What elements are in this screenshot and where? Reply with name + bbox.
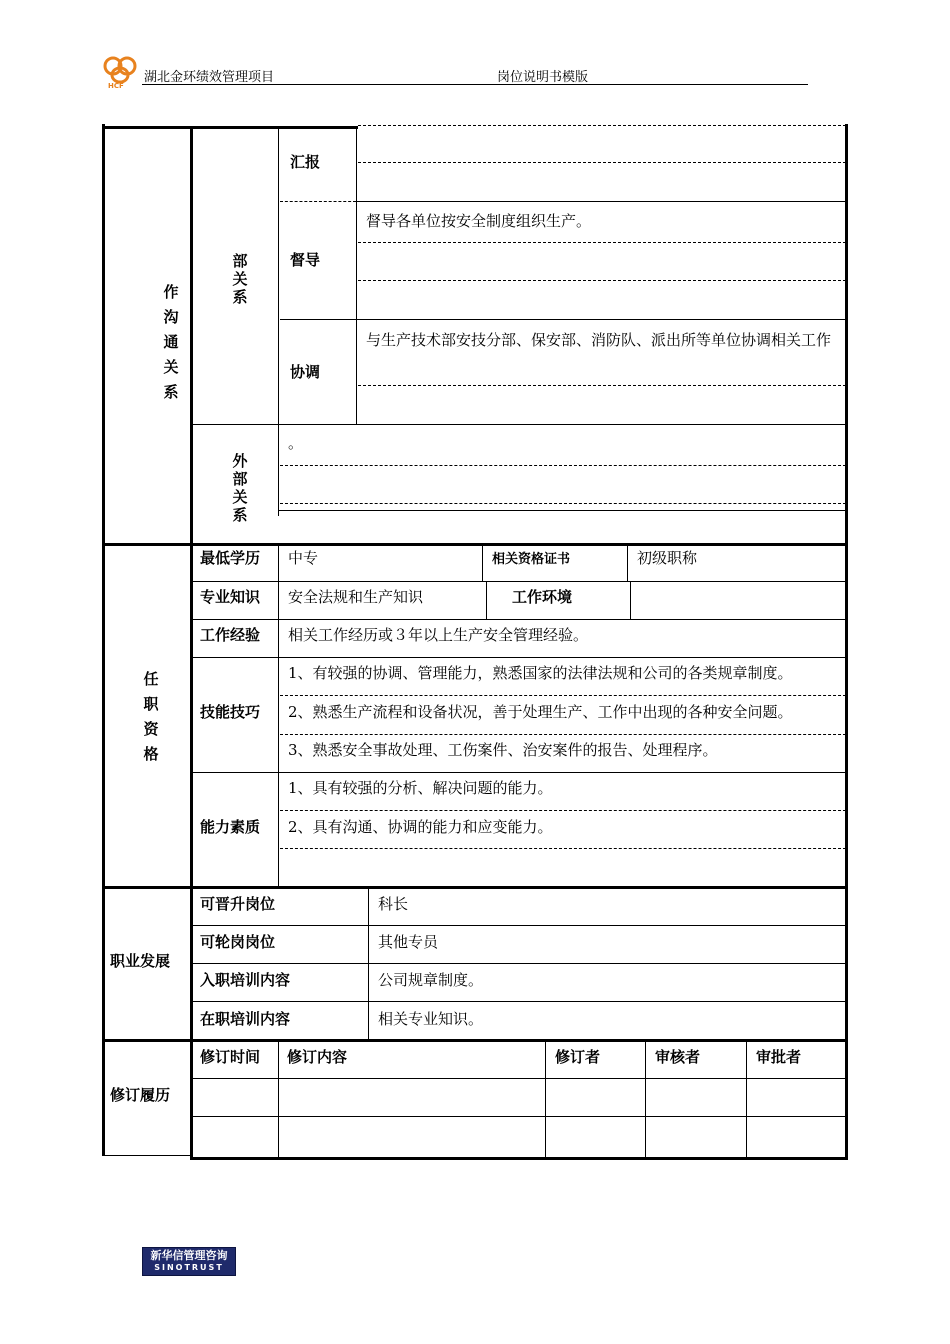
onboarding-training-value: 公司规章制度。 xyxy=(378,971,484,989)
skill-item: 3、熟悉安全事故处理、工伤案件、治安案件的报告、处理程序。 xyxy=(288,741,718,759)
knowledge-value: 安全法规和生产知识 xyxy=(288,588,424,606)
logo-text: HCF xyxy=(108,82,124,90)
ability-item: 2、具有沟通、协调的能力和应变能力。 xyxy=(288,818,553,836)
footer-brand-cn: 新华信管理咨询 xyxy=(150,1249,228,1262)
environment-label: 工作环境 xyxy=(512,588,573,606)
ability-label: 能力素质 xyxy=(200,818,261,836)
section-revision-label: 修订履历 xyxy=(110,1086,171,1104)
comm-char-4: 关 xyxy=(163,358,179,376)
section-qualification-label: 任 职 资 格 xyxy=(143,670,159,763)
rotation-label: 可轮岗岗位 xyxy=(200,933,276,951)
inservice-training-label: 在职培训内容 xyxy=(200,1010,291,1028)
education-label: 最低学历 xyxy=(200,549,261,567)
revision-col-approver: 审批者 xyxy=(756,1048,802,1066)
comm-char-1: 作 xyxy=(163,283,179,301)
external-text: 。 xyxy=(288,434,304,452)
coordinate-text: 与生产技术部安技分部、保安部、消防队、派出所等单位协调相关工作 xyxy=(366,331,832,349)
ability-item: 1、具有较强的分析、解决问题的能力。 xyxy=(288,779,553,797)
certificate-value: 初级职称 xyxy=(637,549,698,567)
project-title: 湖北金环绩效管理项目 xyxy=(144,70,275,85)
header-rule xyxy=(142,84,808,85)
footer-brand-en: SINOTRUST xyxy=(154,1263,224,1272)
skill-item: 1、有较强的协调、管理能力，熟悉国家的法律法规和公司的各类规章制度。 xyxy=(288,664,793,682)
company-logo xyxy=(100,52,140,94)
skills-label: 技能技巧 xyxy=(200,703,261,721)
revision-col-content: 修订内容 xyxy=(287,1048,348,1066)
internal-relations-label: 部 关 系 xyxy=(232,252,248,306)
revision-col-reviewer: 审核者 xyxy=(655,1048,701,1066)
document-type: 岗位说明书模版 xyxy=(497,70,589,85)
section-career-label: 职业发展 xyxy=(110,952,171,970)
comm-char-5: 系 xyxy=(163,383,179,401)
footer-brand-logo xyxy=(142,1247,236,1276)
section-communication-label xyxy=(161,283,181,401)
education-value: 中专 xyxy=(288,549,319,567)
knowledge-label: 专业知识 xyxy=(200,588,261,606)
experience-value: 相关工作经历或３年以上生产安全管理经验。 xyxy=(288,626,589,644)
skill-item: 2、熟悉生产流程和设备状况，善于处理生产、工作中出现的各种安全问题。 xyxy=(288,703,793,721)
external-relations-label: 外 部 关 系 xyxy=(232,452,248,524)
supervise-label: 督导 xyxy=(290,251,321,269)
coordinate-label: 协调 xyxy=(290,363,321,381)
revision-col-time: 修订时间 xyxy=(200,1048,261,1066)
report-label: 汇报 xyxy=(290,153,321,171)
comm-char-2: 沟 xyxy=(163,308,179,326)
rotation-value: 其他专员 xyxy=(378,933,439,951)
revision-col-reviser: 修订者 xyxy=(555,1048,601,1066)
supervise-text: 督导各单位按安全制度组织生产。 xyxy=(366,212,592,230)
certificate-label: 相关资格证书 xyxy=(492,552,571,567)
onboarding-training-label: 入职培训内容 xyxy=(200,971,291,989)
inservice-training-value: 相关专业知识。 xyxy=(378,1010,484,1028)
promotion-label: 可晋升岗位 xyxy=(200,895,276,913)
experience-label: 工作经验 xyxy=(200,626,261,644)
comm-char-3: 通 xyxy=(163,333,179,351)
promotion-value: 科长 xyxy=(378,895,409,913)
